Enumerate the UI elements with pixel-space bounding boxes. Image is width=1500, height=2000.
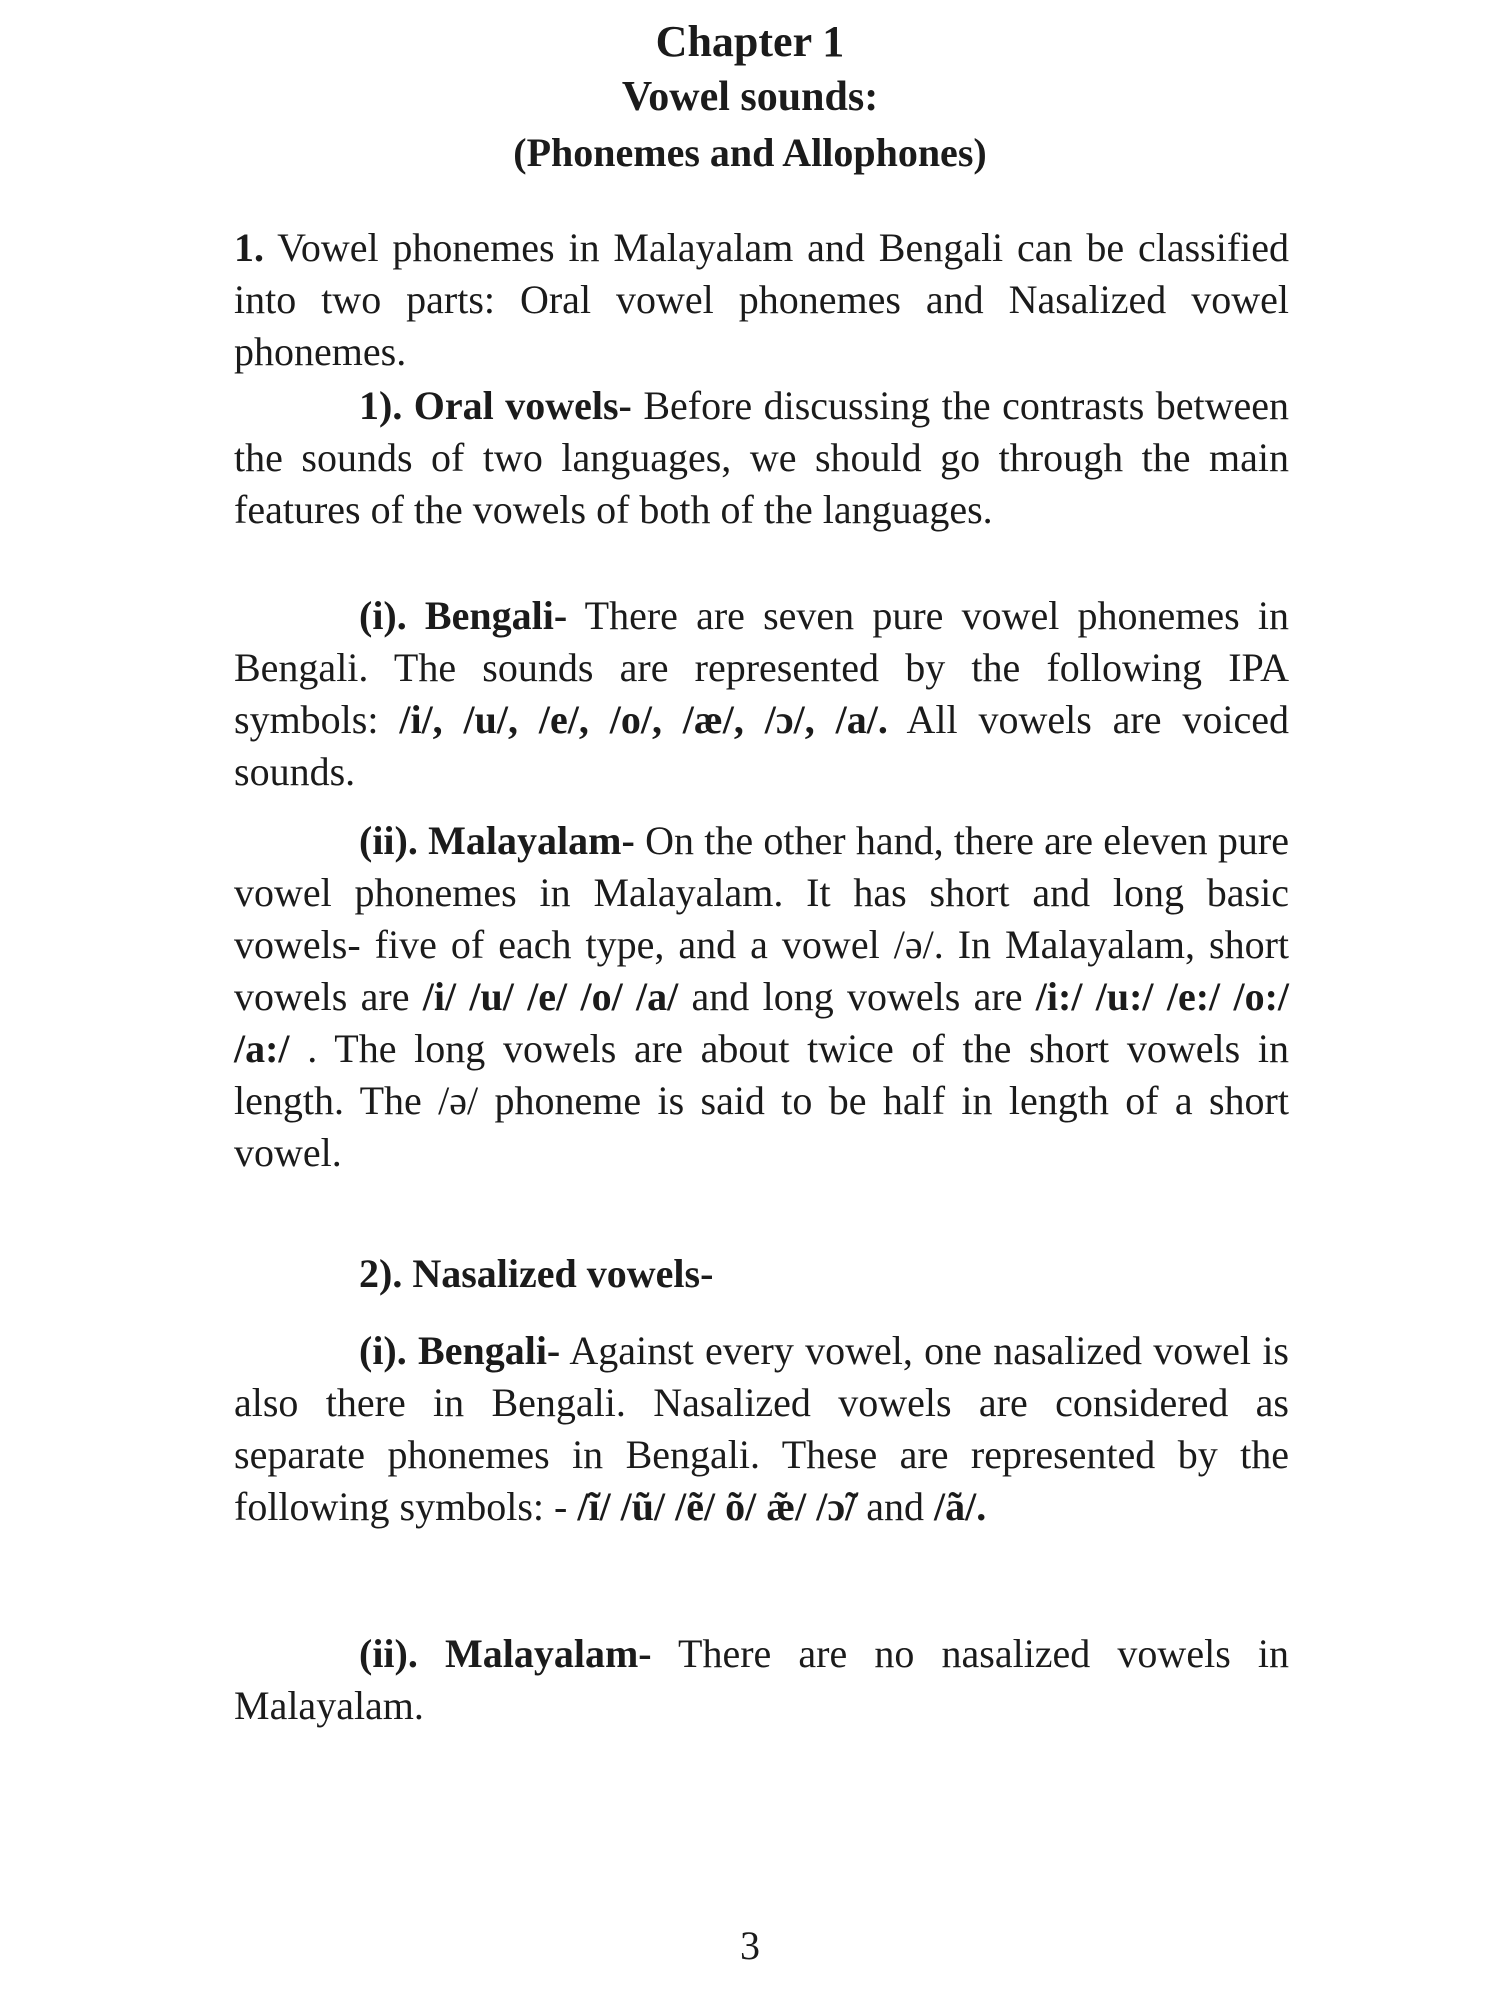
paragraph-text: and long vowels are [678, 974, 1036, 1019]
ipa-symbols: /i/, /u/, /e/, /o/, /æ/, /ɔ/, /a/. [399, 697, 888, 742]
paragraph-text: All vowels are voiced sounds. [234, 697, 1289, 794]
paragraph-bengali-nasal [234, 1325, 1289, 1533]
chapter-subtitle: (Phonemes and Allophones) [513, 130, 987, 175]
paragraph-bengali-oral [234, 590, 1289, 798]
ipa-nasal-symbols: /ĩ/ /ũ/ /ẽ/ õ/ æ̃/ /ɔ̃/ [577, 1484, 857, 1529]
paragraph-text: On the other hand, there are eleven pure vowel phonemes in Malayalam. It has short and long basic vowels- five of each type, and a vowel /ə/. In Malayalam, short vowels are [234, 818, 1289, 1019]
paragraph-text: and [856, 1484, 934, 1529]
section-label: (ii). Malayalam- [359, 1631, 652, 1676]
section-label: (i). Bengali- [359, 593, 568, 638]
section-heading-nasalized: 2). Nasalized vowels- [359, 1251, 714, 1296]
ipa-short-symbols: /i/ /u/ /e/ /o/ /a/ [422, 974, 679, 1019]
section-label: (i). Bengali- [359, 1328, 561, 1373]
paragraph-text: . The long vowels are about twice of the short vowels in length. The /ə/ phoneme is said to be half in length of a short vowel. [234, 1026, 1289, 1175]
paragraph-oral-vowels [234, 380, 1289, 536]
page-number: 3 [740, 1923, 760, 1968]
paragraph-text: There are seven pure vowel phonemes in Bengali. The sounds are represented by the following IPA symbols: [234, 593, 1289, 742]
paragraph-text: There are no nasalized vowels in Malayalam. [234, 1631, 1289, 1728]
paragraph-malayalam-nasal [234, 1628, 1289, 1732]
chapter-title: Vowel sounds: [621, 74, 879, 120]
paragraph-intro [234, 222, 1289, 378]
ipa-long-symbols: /i:/ /u:/ /e:/ /o:/ /a:/ [234, 974, 1289, 1071]
chapter-heading: Chapter 1 [655, 17, 845, 66]
section-label: (ii). Malayalam- [359, 818, 635, 863]
ipa-last-symbol: /ã/. [934, 1484, 987, 1529]
section-label: 1). Oral vowels- [359, 383, 632, 428]
paragraph-number: 1. [234, 225, 264, 270]
paragraph-text: Against every vowel, one nasalized vowel is also there in Bengali. Nasalized vowels are considered as separate phonemes in Bengali. These are represented by the following symbols: - [234, 1328, 1289, 1529]
paragraph-malayalam-oral [234, 815, 1289, 1179]
paragraph-text: Vowel phonemes in Malayalam and Bengali can be classified into two parts: Oral vowel phonemes and Nasalized vowel phonemes. [234, 225, 1289, 374]
paragraph-text: Before discussing the contrasts between the sounds of two languages, we should go through the main features of the vowels of both of the languages. [234, 383, 1289, 532]
